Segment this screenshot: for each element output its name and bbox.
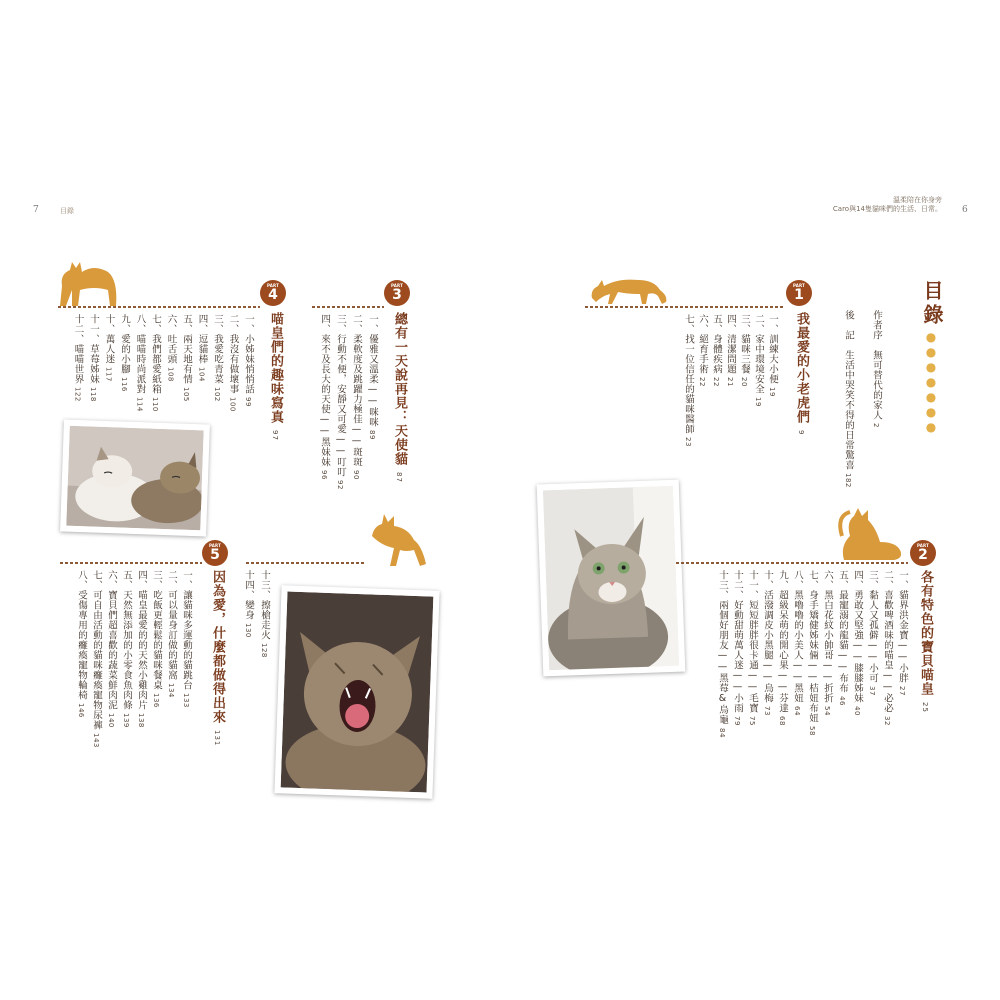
toc-item-title: 二、我沒有做壞事 bbox=[227, 314, 239, 394]
toc-item-page: 27 bbox=[898, 686, 906, 696]
part2-item[interactable] bbox=[731, 570, 743, 726]
toc-item-page: 19 bbox=[754, 397, 762, 407]
toc-item-page: 73 bbox=[763, 706, 771, 716]
part3-title[interactable]: 總有一天說再見：天使貓87 bbox=[392, 312, 407, 483]
toc-item-page: 146 bbox=[77, 703, 85, 718]
toc-item-title: 四、來不及長大的天使——黑妹妹 bbox=[319, 314, 330, 467]
toc-item-page: 21 bbox=[726, 377, 734, 387]
part3-badge: PART 3 bbox=[384, 280, 410, 306]
part4-title[interactable]: 喵皇們的趣味寫真97 bbox=[268, 312, 283, 441]
toc-item-title: 十二、好動甜萌萬人迷——小雨 bbox=[732, 570, 743, 713]
toc-item-title: 四、勇敢又堅強——膝膝姊妹 bbox=[852, 570, 863, 703]
toc-item-page: 92 bbox=[336, 480, 344, 490]
part3-item[interactable] bbox=[318, 314, 330, 480]
paw-icon: ● bbox=[925, 345, 937, 359]
toc-item-page: 128 bbox=[260, 643, 268, 658]
part4-item[interactable] bbox=[258, 570, 270, 658]
left-running-head: 目錄 bbox=[60, 207, 74, 215]
right-running-head bbox=[833, 196, 942, 214]
toc-item-page: 23 bbox=[684, 437, 692, 447]
part2-item[interactable] bbox=[836, 570, 848, 706]
toc-item-title: 二、家中環境安全 bbox=[753, 314, 764, 394]
part2-item[interactable] bbox=[851, 570, 863, 716]
part5-item[interactable] bbox=[180, 570, 192, 708]
toc-item-title: 六、黑白花紋小帥哥——折折 bbox=[822, 570, 833, 703]
toc-item-page: 79 bbox=[733, 716, 741, 726]
toc-item-title: 七、身手矯健姊妹倆——桔妞布妞 bbox=[807, 570, 818, 723]
part2-item[interactable] bbox=[761, 570, 773, 716]
part1-item[interactable] bbox=[696, 314, 708, 387]
part4-item[interactable] bbox=[211, 314, 223, 402]
running-head-subtitle: Caro與14隻貓咪們的生活、日常。 bbox=[832, 205, 942, 213]
part1-item[interactable] bbox=[752, 314, 764, 407]
part4-item[interactable] bbox=[72, 314, 84, 402]
toc-item-page: 133 bbox=[182, 693, 190, 708]
part4-item[interactable] bbox=[242, 314, 254, 407]
toc-item-title: 四、逗貓棒 bbox=[196, 314, 208, 364]
part2-item[interactable] bbox=[866, 570, 878, 696]
toc-item-title: 一、貓界洪金寶——小胖 bbox=[897, 570, 908, 683]
sitting-cat-silhouette bbox=[836, 506, 906, 564]
toc-item-title: 三、行動不便，安靜又可愛——叮叮 bbox=[335, 314, 346, 477]
toc-item-page: 37 bbox=[868, 686, 876, 696]
part3-item[interactable] bbox=[366, 314, 378, 440]
toc-item-title: 六、吐舌頭 bbox=[165, 314, 177, 364]
toc-item-page: 116 bbox=[120, 377, 128, 392]
part2-item[interactable] bbox=[806, 570, 818, 736]
toc-item-page: 90 bbox=[352, 470, 360, 480]
toc-item-title: 二、柔軟度及跳躍力極佳——斑斑 bbox=[351, 314, 362, 467]
yawning-cat-photo bbox=[274, 585, 439, 798]
toc-item-title: 五、兩天地有情 bbox=[181, 314, 192, 384]
toc-item-title: 十三、兩個好朋友——黑莓&烏龜 bbox=[717, 570, 728, 725]
part4-item[interactable] bbox=[134, 314, 146, 412]
part2-item[interactable] bbox=[821, 570, 833, 716]
part4-rule bbox=[58, 306, 260, 308]
toc-item-title: 十一、草莓姊妹 bbox=[88, 314, 99, 384]
toc-item-title: 十、萬人迷 bbox=[103, 314, 115, 364]
toc-title: 目錄 bbox=[920, 280, 944, 328]
toc-item-title: 三、黏人又孤僻——小可 bbox=[867, 570, 878, 683]
part5-item[interactable] bbox=[135, 570, 147, 728]
toc-item-title: 七、可自由活動的貓咪癱瘓寵物尿褲 bbox=[91, 570, 102, 730]
part5-item[interactable] bbox=[150, 570, 162, 708]
part5-item[interactable] bbox=[105, 570, 117, 728]
part2-item[interactable] bbox=[776, 570, 788, 726]
right-page-number: 6 bbox=[962, 205, 968, 215]
part4-continued-rule bbox=[246, 562, 366, 564]
part5-rule bbox=[60, 562, 202, 564]
toc-item-page: 139 bbox=[122, 713, 130, 728]
toc-item-title: 一、讓貓咪多運動的貓跳台 bbox=[181, 570, 192, 690]
part5-item[interactable] bbox=[120, 570, 132, 728]
toc-item-title: 四、喵皇最愛的的天然小雞肉片 bbox=[136, 570, 147, 710]
part2-item[interactable] bbox=[746, 570, 758, 726]
toc-item-title: 七、我們都愛紙箱 bbox=[150, 314, 161, 394]
toc-item-page: 105 bbox=[182, 387, 190, 402]
part4-item[interactable] bbox=[149, 314, 161, 412]
paw-icon: ● bbox=[925, 420, 937, 434]
toc-item-title: 三、貓咪三餐 bbox=[739, 314, 750, 374]
toc-item-page: 99 bbox=[244, 397, 252, 407]
toc-item-page: 58 bbox=[808, 726, 816, 736]
toc-item-page: 89 bbox=[368, 430, 376, 440]
toc-item-title: 五、最寵溺的龍貓——布布 bbox=[837, 570, 848, 693]
toc-item-page: 96 bbox=[320, 470, 328, 480]
toc-item-title: 六、絕育手術 bbox=[697, 314, 708, 374]
toc-item-title: 一、小姊妹悄悄話 bbox=[243, 314, 254, 394]
paw-icon: ● bbox=[925, 375, 937, 389]
part2-title[interactable]: 各有特色的寶貝喵皇25 bbox=[918, 570, 933, 713]
toc-item-title: 三、我愛吃青菜 bbox=[212, 314, 223, 384]
part4-item[interactable] bbox=[242, 570, 254, 638]
sleeping-cats-photo bbox=[60, 419, 210, 536]
toc-item-page: 122 bbox=[73, 387, 82, 402]
toc-item-page: 20 bbox=[740, 377, 748, 387]
toc-item-page: 22 bbox=[712, 377, 720, 387]
part2-item[interactable] bbox=[896, 570, 908, 696]
toc-item-title: 五、天然無添加的小零食魚肉條 bbox=[121, 570, 132, 710]
part1-rule bbox=[585, 306, 785, 308]
toc-afterword[interactable]: 後 記 生活中哭笑不得的日常驚喜182 bbox=[843, 310, 854, 488]
part4-item[interactable] bbox=[180, 314, 192, 402]
part2-rule bbox=[676, 562, 908, 564]
part5-item[interactable] bbox=[165, 570, 177, 698]
toc-item-title: 十二、喵喵世界 bbox=[72, 314, 84, 384]
toc-item-page: 100 bbox=[228, 397, 237, 412]
toc-item-page: 118 bbox=[89, 387, 97, 402]
part5-item[interactable] bbox=[90, 570, 102, 748]
toc-item-page: 68 bbox=[778, 716, 786, 726]
part1-title[interactable]: 我最愛的小老虎們9 bbox=[794, 312, 809, 436]
playing-cat-silhouette bbox=[366, 506, 432, 570]
part1-badge: PART 1 bbox=[786, 280, 812, 306]
toc-item-title: 九、超級呆萌的開心果——芬達 bbox=[777, 570, 788, 713]
stretching-cat-silhouette bbox=[588, 268, 672, 308]
toc-item-page: 130 bbox=[244, 623, 252, 638]
part3-item[interactable] bbox=[334, 314, 346, 490]
toc-item-page: 19 bbox=[768, 387, 776, 397]
part5-badge: PART 5 bbox=[202, 540, 228, 566]
toc-item-page: 32 bbox=[883, 716, 891, 726]
part2-item[interactable] bbox=[881, 570, 893, 726]
toc-item-title: 八、黑嚕嚕的小美人——黑妞 bbox=[792, 570, 803, 703]
paw-prints-decoration bbox=[922, 330, 940, 435]
part4-item[interactable] bbox=[103, 314, 115, 382]
toc-item-title: 八、受傷專用的癱瘓寵物輪椅 bbox=[76, 570, 87, 700]
toc-item-title: 一、優雅又溫柔——咪咪 bbox=[367, 314, 378, 427]
part1-item[interactable] bbox=[738, 314, 750, 387]
toc-item-page: 140 bbox=[107, 713, 115, 728]
toc-item-page: 46 bbox=[838, 696, 846, 706]
toc-item-title: 七、找一位信任的貓咪醫師 bbox=[683, 314, 694, 434]
running-head-title: 溫柔陪在你身旁 bbox=[893, 196, 942, 204]
toc-item-page: 110 bbox=[151, 397, 159, 412]
part4-item[interactable] bbox=[165, 314, 177, 382]
toc-item-page: 75 bbox=[748, 716, 756, 726]
part5-title[interactable]: 因為愛，什麼都做得出來131 bbox=[210, 570, 225, 747]
part4-item[interactable] bbox=[87, 314, 99, 402]
arched-cat-silhouette bbox=[54, 260, 124, 308]
toc-item-page: 138 bbox=[137, 713, 145, 728]
toc-item-page: 64 bbox=[793, 706, 801, 716]
part2-item[interactable] bbox=[716, 570, 728, 737]
part2-badge: PART 2 bbox=[910, 540, 936, 566]
toc-item-page: 108 bbox=[166, 367, 175, 382]
toc-item-title: 三、吃飯更輕鬆的貓咪餐桌 bbox=[151, 570, 162, 690]
part1-item[interactable] bbox=[682, 314, 694, 447]
toc-item-page: 114 bbox=[135, 397, 144, 412]
part1-item[interactable] bbox=[710, 314, 722, 387]
part4-item[interactable] bbox=[118, 314, 130, 392]
part2-item[interactable] bbox=[791, 570, 803, 716]
toc-item-page: 136 bbox=[152, 693, 160, 708]
toc-item-page: 104 bbox=[197, 367, 206, 382]
part3-rule bbox=[312, 306, 384, 308]
toc-item-page: 22 bbox=[698, 377, 706, 387]
paw-icon: ● bbox=[925, 360, 937, 374]
toc-item-title: 二、喜歡啤酒味的喵皇——必必 bbox=[882, 570, 893, 713]
part4-item[interactable] bbox=[227, 314, 239, 412]
toc-item-page: 84 bbox=[718, 727, 726, 738]
toc-item-title: 五、身體疾病 bbox=[711, 314, 722, 374]
toc-item-title: 八、喵喵時尚派對 bbox=[134, 314, 146, 394]
toc-item-title: 九、愛的小腳 bbox=[119, 314, 130, 374]
toc-item-page: 143 bbox=[92, 733, 100, 748]
left-page-number: 7 bbox=[33, 205, 39, 215]
toc-item-page: 134 bbox=[167, 683, 175, 698]
toc-item-title: 四、清潔問題 bbox=[725, 314, 736, 374]
paw-icon: ● bbox=[925, 330, 937, 344]
part1-item[interactable] bbox=[766, 314, 778, 397]
toc-item-page: 40 bbox=[853, 706, 861, 716]
toc-preface[interactable]: 作者序 無可替代的家人2 bbox=[871, 310, 882, 428]
toc-item-title: 十一、短短胖胖很卡通——毛寶 bbox=[747, 570, 758, 713]
toc-item-title: 十、活潑調皮小黑腿——烏梅 bbox=[762, 570, 773, 703]
toc-item-title: 十四、變身 bbox=[243, 570, 254, 620]
toc-item-page: 117 bbox=[104, 367, 113, 382]
part3-item[interactable] bbox=[350, 314, 362, 480]
part1-item[interactable] bbox=[724, 314, 736, 387]
part5-item[interactable] bbox=[75, 570, 87, 718]
toc-item-title: 二、可以量身訂做的貓窩 bbox=[166, 570, 177, 680]
toc-item-page: 102 bbox=[213, 387, 221, 402]
toc-item-page: 54 bbox=[823, 706, 831, 716]
tabby-cat-photo bbox=[537, 480, 686, 677]
part4-badge: PART 4 bbox=[260, 280, 286, 306]
part4-item[interactable] bbox=[196, 314, 208, 382]
toc-item-title: 十三、擦槍走火 bbox=[259, 570, 270, 640]
toc-item-title: 六、寶貝們超喜歡的蔬菜鮮肉泥 bbox=[106, 570, 117, 710]
paw-icon: ● bbox=[925, 390, 937, 404]
paw-icon: ● bbox=[925, 405, 937, 419]
toc-item-title: 一、訓練大小便 bbox=[767, 314, 778, 384]
